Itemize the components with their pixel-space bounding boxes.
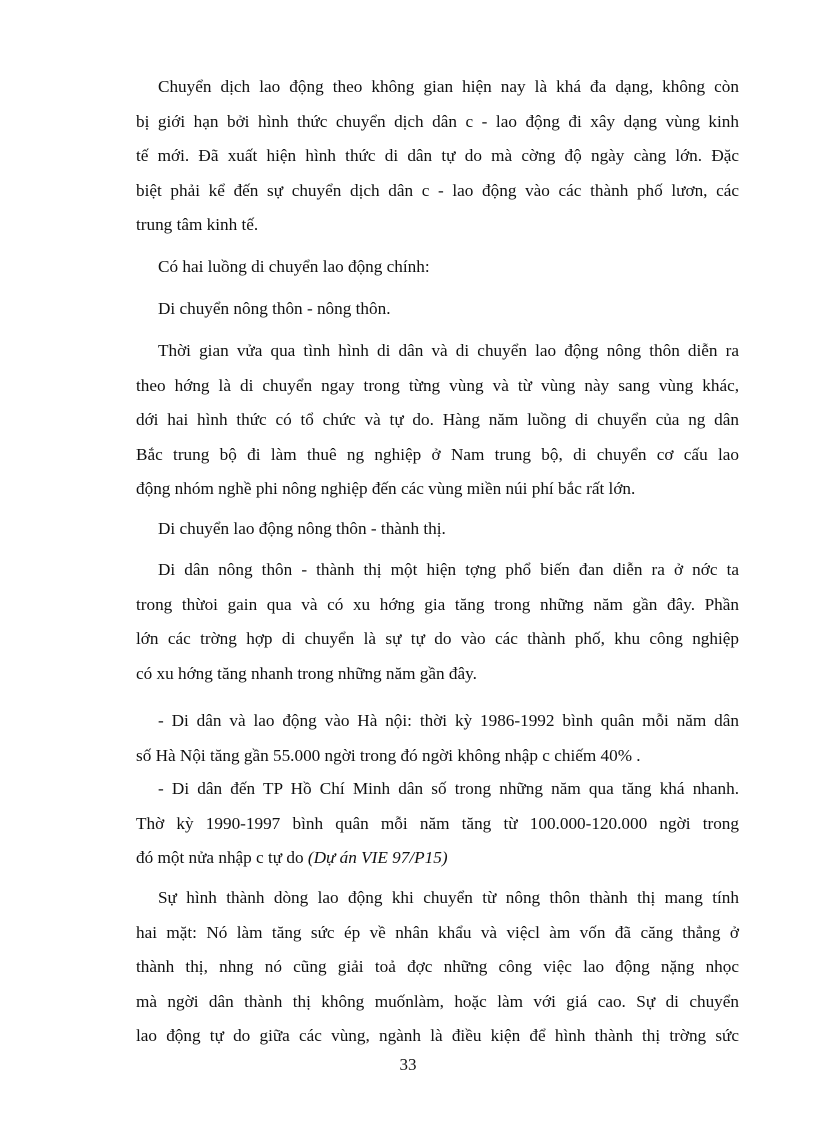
text-line: Chuyển dịch lao động theo không gian hiện nay là khá đa dạng, không còn	[158, 77, 739, 96]
text-line: Di chuyển lao động nông thôn - thành thị.	[158, 519, 446, 538]
text-line: bị giới hạn bởi hình thức chuyển dịch dân c - lao động đi xây dạng vùng kinh	[136, 111, 739, 131]
text-line	[136, 841, 739, 876]
text-line: theo hớng là di chuyển ngay trong từng vùng và từ vùng này sang vùng khác,	[136, 375, 739, 395]
page-number: 33	[399, 1055, 417, 1074]
paragraph-3	[136, 292, 739, 327]
text-line: thành thị, nhng nó cũng giải toả đợc những công việc lao động nặng nhọc	[136, 957, 739, 976]
text-line: tế mới. Đã xuất hiện hình thức di dân tự do mà cờng độ ngày càng lớn. Đặc	[136, 146, 739, 165]
paragraph-8	[136, 772, 739, 876]
text-line: Thờ kỳ 1990-1997 bình quân mỗi năm tăng từ 100.000-120.000 ngời trong	[136, 813, 739, 833]
text-line: dới hai hình thức có tổ chức và tự do. Hàng năm luồng di chuyển của ng dân	[136, 410, 739, 429]
citation: (Dự án VIE 97/P15)	[307, 848, 448, 867]
text-line: biệt phải kể đến sự chuyển dịch dân c - lao động vào các thành phố lươn, các	[136, 180, 739, 200]
text-line: trung tâm kinh tế.	[136, 215, 259, 234]
text-line: Có hai luồng di chuyển lao động chính:	[158, 257, 430, 276]
text-line: số Hà Nội tăng gần 55.000 ngời trong đó ngời không nhập c chiếm 40% .	[136, 745, 641, 765]
text-line: Di dân nông thôn - thành thị một hiện tợng phổ biến đan diễn ra ở nớc ta	[158, 560, 739, 579]
paragraph-9	[136, 881, 739, 1054]
paragraph-5	[136, 512, 739, 547]
text-line: - Di dân đến TP Hồ Chí Minh dân số trong những năm qua tăng khá nhanh.	[158, 779, 739, 798]
paragraph-4	[136, 334, 739, 507]
text-line: hai mặt: Nó làm tăng sức ép về nhân khẩu và việcl àm vốn đã căng thẳng ở	[136, 922, 739, 942]
text-line: Thời gian vửa qua tình hình di dân và di chuyển lao động nông thôn diễn ra	[158, 341, 739, 360]
text-line: lao động tự do giữa các vùng, ngành là điều kiện để hình thành thị trờng sức	[136, 1026, 739, 1045]
paragraph-1	[136, 70, 739, 243]
text-line-start: đó một nửa nhập c tự do	[136, 848, 308, 867]
paragraph-2	[136, 250, 739, 285]
text-line: Di chuyển nông thôn - nông thôn.	[158, 299, 391, 318]
text-line: Bắc trung bộ đi làm thuê ng nghiệp ở Nam trung bộ, di chuyển cơ cấu lao	[136, 444, 739, 464]
text-line: Sự hình thành dòng lao động khi chuyển từ nông thôn thành thị mang tính	[158, 888, 739, 907]
paragraph-7	[136, 704, 739, 773]
text-line: trong thừoi gain qua và có xu hớng gia tăng trong những năm gần đây. Phần	[136, 594, 739, 614]
text-line: mà ngời dân thành thị không muốnlàm, hoặc làm với giá cao. Sự di chuyển	[136, 991, 739, 1011]
text-line: có xu hớng tăng nhanh trong những năm gần đây.	[136, 663, 477, 683]
paragraph-6	[136, 553, 739, 691]
text-line: lớn các trờng hợp di chuyển là sự tự do vào các thành phố, khu công nghiệp	[136, 629, 739, 648]
text-line: động nhóm nghề phi nông nghiệp đến các vùng miền núi phí bắc rất lớn.	[136, 479, 636, 498]
text-line: - Di dân và lao động vào Hà nội: thời kỳ 1986-1992 bình quân mỗi năm dân	[158, 711, 739, 730]
